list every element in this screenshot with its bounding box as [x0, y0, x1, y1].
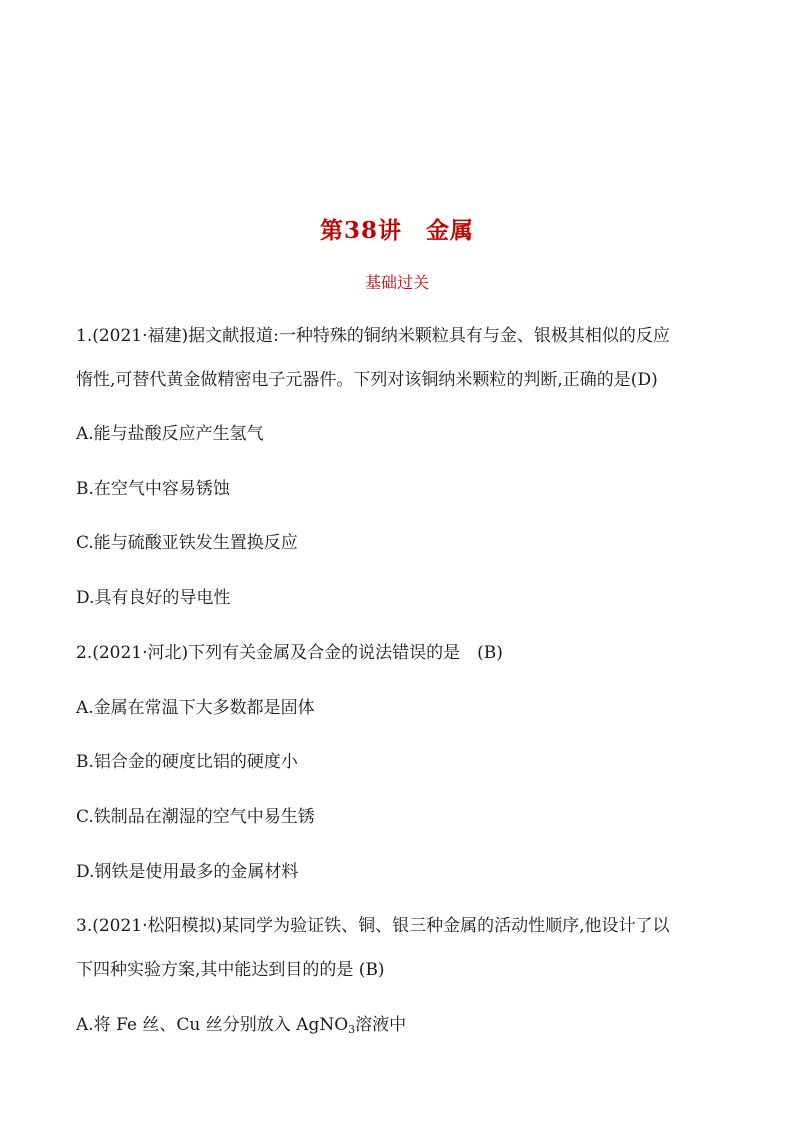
q2-option-c: C.铁制品在潮湿的空气中易生锈	[76, 807, 315, 827]
q2-stem: 2.(2021·河北)下列有关金属及合金的说法错误的是 (B)	[76, 643, 503, 663]
q3-option-a-suffix: 溶液中	[355, 1015, 407, 1035]
q3-stem-line1: 3.(2021·松阳模拟)某同学为验证铁、铜、银三种金属的活动性顺序,他设计了以	[76, 916, 670, 936]
q2-option-d: D.钢铁是使用最多的金属材料	[76, 862, 299, 882]
page-title: 第38讲 金属	[319, 217, 474, 244]
q1-option-a: A.能与盐酸反应产生氢气	[76, 424, 264, 444]
q1-stem-line2: 惰性,可替代黄金做精密电子元器件。下列对该铜纳米颗粒的判断,正确的是(D)	[76, 370, 658, 390]
q2-option-b: B.铝合金的硬度比铝的硬度小	[76, 752, 298, 772]
section-heading: 基础过关	[364, 273, 429, 292]
q1-option-c: C.能与硫酸亚铁发生置换反应	[76, 533, 298, 553]
q3-option-a-subscript: 3	[348, 1023, 356, 1036]
q1-option-b: B.在空气中容易锈蚀	[76, 479, 230, 499]
q1-stem-line1: 1.(2021·福建)据文献报道:一种特殊的铜纳米颗粒具有与金、银极其相似的反应	[76, 326, 670, 346]
q3-option-a	[76, 1013, 726, 1037]
q1-option-d: D.具有良好的导电性	[76, 588, 231, 608]
q3-option-a-prefix: A.将 Fe 丝、Cu 丝分别放入 AgNO	[76, 1015, 349, 1035]
q2-option-a: A.金属在常温下大多数都是固体	[76, 698, 315, 718]
q3-stem-line2: 下四种实验方案,其中能达到目的的是 (B)	[76, 960, 385, 980]
